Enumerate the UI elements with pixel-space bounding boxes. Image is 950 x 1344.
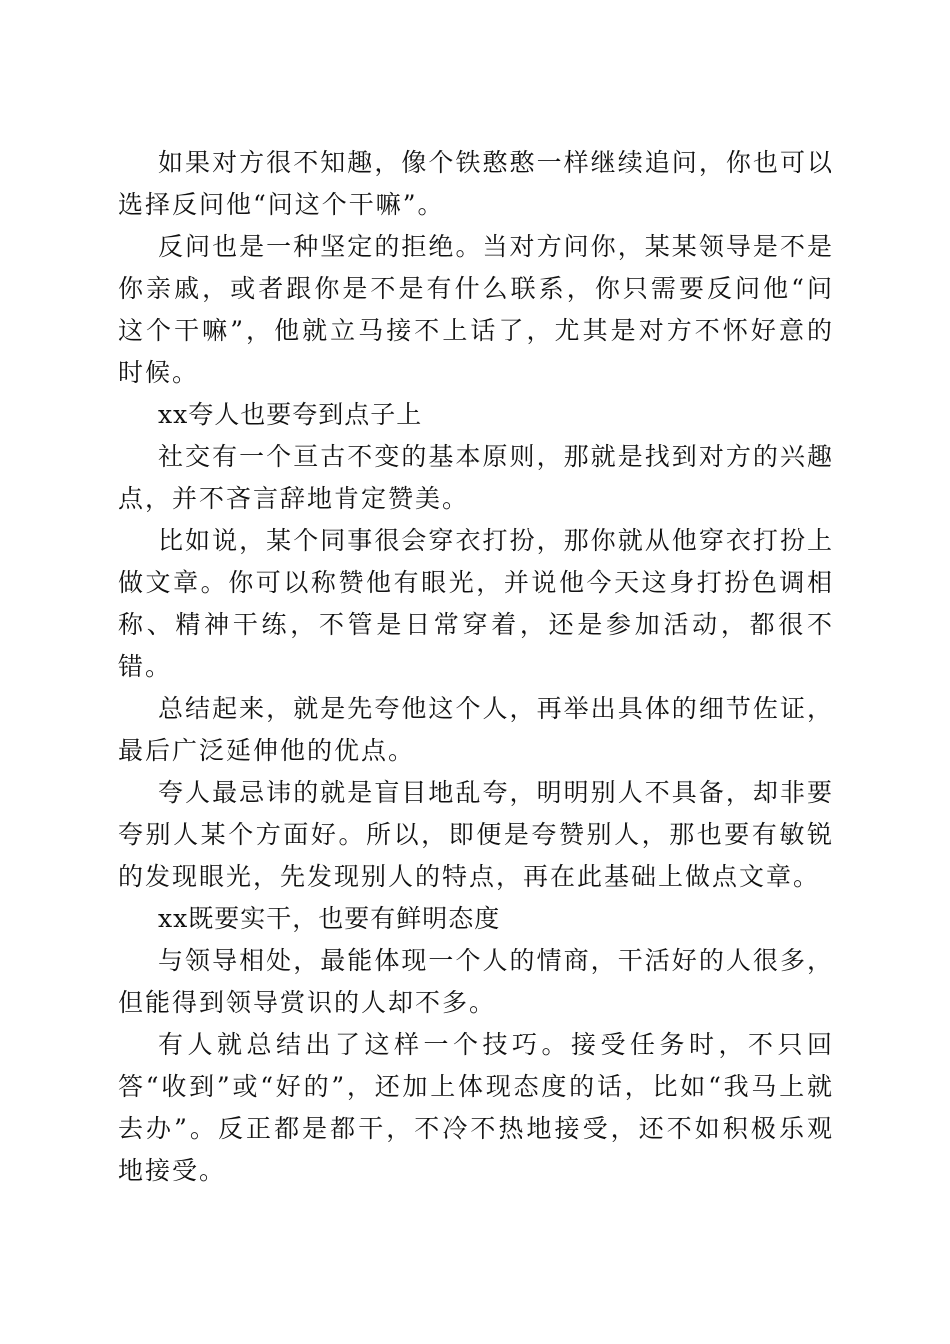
section-heading: xx夸人也要夸到点子上 [158,400,423,429]
paragraph: 如果对方很不知趣，像个铁憨憨一样继续追问，你也可以选择反问他“问这个干嘛”。 [118,148,834,219]
paragraph: 反问也是一种坚定的拒绝。当对方问你，某某领导是不是你亲戚，或者跟你是不是有什么联系，你只需要反问他“问这个干嘛”，他就立马接不上话了，尤其是对方不怀好意的时候。 [118,232,834,387]
section-heading: xx既要实干，也要有鲜明态度 [158,904,501,933]
paragraph: 夸人最忌讳的就是盲目地乱夸，明明别人不具备，却非要夸别人某个方面好。所以，即便是夸赞别人，那也要有敏锐的发现眼光，先发现别人的特点，再在此基础上做点文章。 [118,778,834,891]
paragraph: 与领导相处，最能体现一个人的情商，干活好的人很多，但能得到领导赏识的人却不多。 [118,946,834,1017]
paragraph: 社交有一个亘古不变的基本原则，那就是找到对方的兴趣点，并不吝言辞地肯定赞美。 [118,442,834,513]
paragraph: 总结起来，就是先夸他这个人，再举出具体的细节佐证，最后广泛延伸他的优点。 [118,694,834,765]
paragraph: 比如说，某个同事很会穿衣打扮，那你就从他穿衣打扮上做文章。你可以称赞他有眼光，并说他今天这身打扮色调相称、精神干练，不管是日常穿着，还是参加活动，都很不错。 [118,526,834,681]
document-body [118,142,834,1192]
paragraph: 有人就总结出了这样一个技巧。接受任务时，不只回答“收到”或“好的”，还加上体现态度的话，比如“我马上就去办”。反正都是都干，不冷不热地接受，还不如积极乐观地接受。 [118,1030,834,1185]
